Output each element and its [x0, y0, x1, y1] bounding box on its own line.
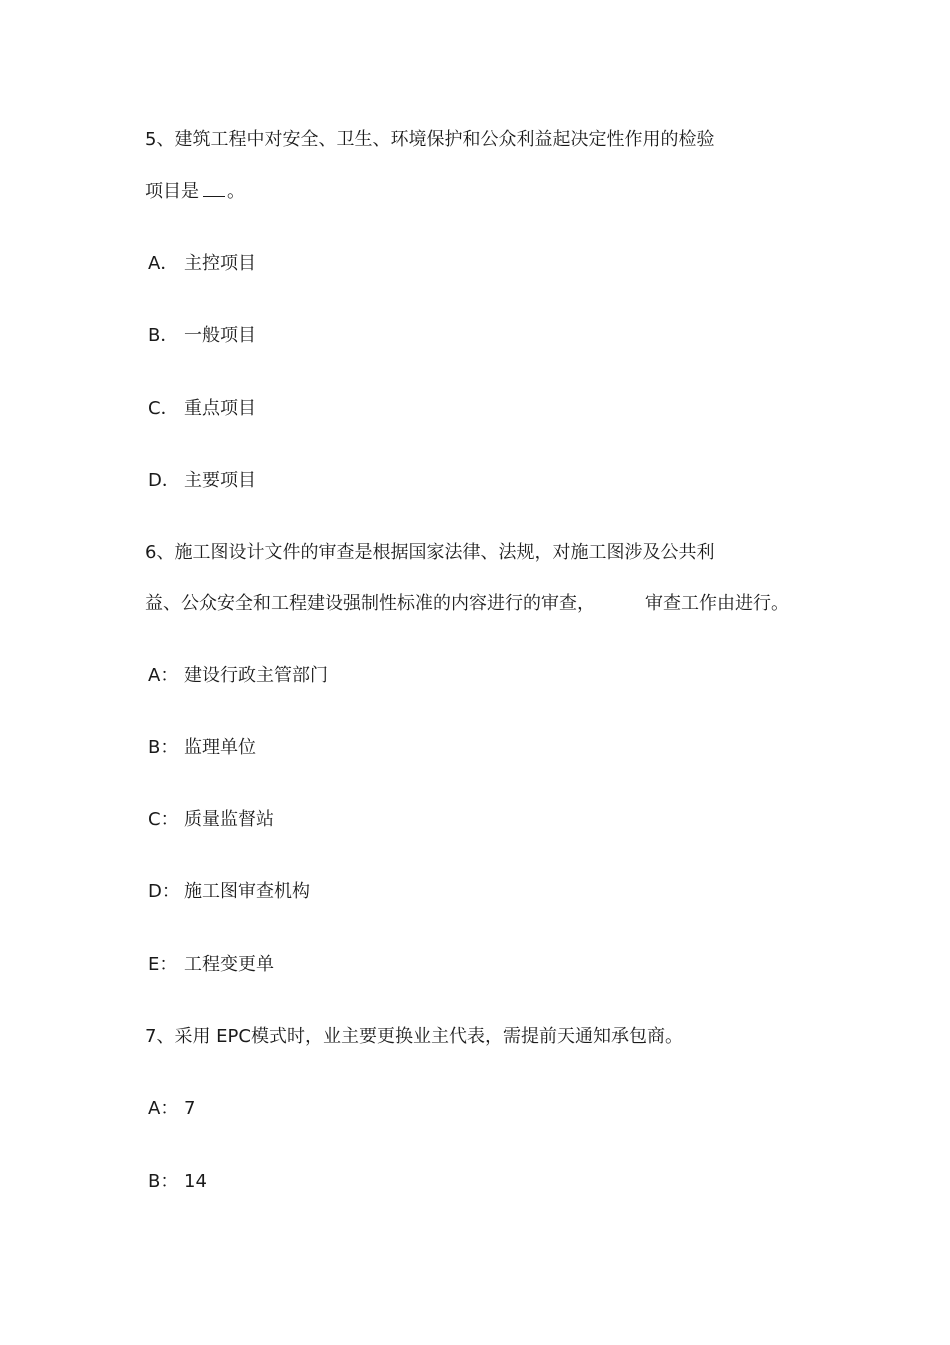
- question-6-line-2-prefix: 益、公众安全和工程建设强制性标准的内容进行的审查，: [145, 593, 595, 614]
- answer-blank: [203, 180, 225, 197]
- question-6-option-c: [148, 808, 274, 832]
- option-letter: A：: [148, 1098, 179, 1119]
- question-5-line-2-prefix: 项目是: [145, 181, 199, 202]
- question-7-option-a: [148, 1097, 195, 1121]
- option-text: 工程变更单: [184, 954, 274, 975]
- option-text: 一般项目: [184, 325, 256, 346]
- option-letter: B：: [148, 1171, 179, 1192]
- option-letter: A：: [148, 665, 179, 686]
- option-letter: D：: [148, 881, 180, 902]
- question-5-text-line-1: 5、建筑工程中对安全、卫生、环境保护和公众利益起决定性作用的检验: [145, 129, 715, 150]
- question-6-line-2-suffix: 审查工作由进行。: [645, 593, 789, 614]
- option-text: 质量监督站: [184, 809, 274, 830]
- question-6-text-line-2: [145, 592, 789, 616]
- question-5-line-2-suffix: 。: [227, 181, 245, 202]
- question-5-option-d: [148, 469, 256, 493]
- question-6-option-e: [148, 953, 274, 977]
- option-letter: B：: [148, 737, 179, 758]
- option-text: 施工图审查机构: [184, 881, 310, 902]
- question-5-option-c: [148, 397, 256, 421]
- option-text: 主要项目: [184, 470, 256, 491]
- option-letter: E：: [148, 954, 178, 975]
- option-text: 重点项目: [184, 398, 256, 419]
- question-5-text-line-2: [145, 180, 245, 204]
- question-6-text-line-1: 6、施工图设计文件的审查是根据国家法律、法规，对施工图涉及公共利: [145, 542, 715, 563]
- question-6-option-b: [148, 736, 256, 760]
- option-letter: C：: [148, 809, 179, 830]
- question-5-option-a: [148, 252, 256, 276]
- question-6-option-a: [148, 664, 328, 688]
- question-7-text-line-1: 7、采用 EPC模式时，业主要更换业主代表，需提前天通知承包商。: [145, 1026, 683, 1047]
- option-text: 14: [184, 1171, 207, 1192]
- option-text: 监理单位: [184, 737, 256, 758]
- option-text: 建设行政主管部门: [184, 665, 328, 686]
- option-letter: D．: [148, 470, 180, 491]
- option-text: 主控项目: [184, 253, 256, 274]
- question-7-option-b: [148, 1170, 207, 1194]
- question-5-option-b: [148, 324, 256, 348]
- question-6-option-d: [148, 880, 310, 904]
- option-text: 7: [184, 1098, 196, 1119]
- option-letter: B．: [148, 325, 179, 346]
- option-letter: C．: [148, 398, 179, 419]
- option-letter: A．: [148, 253, 179, 274]
